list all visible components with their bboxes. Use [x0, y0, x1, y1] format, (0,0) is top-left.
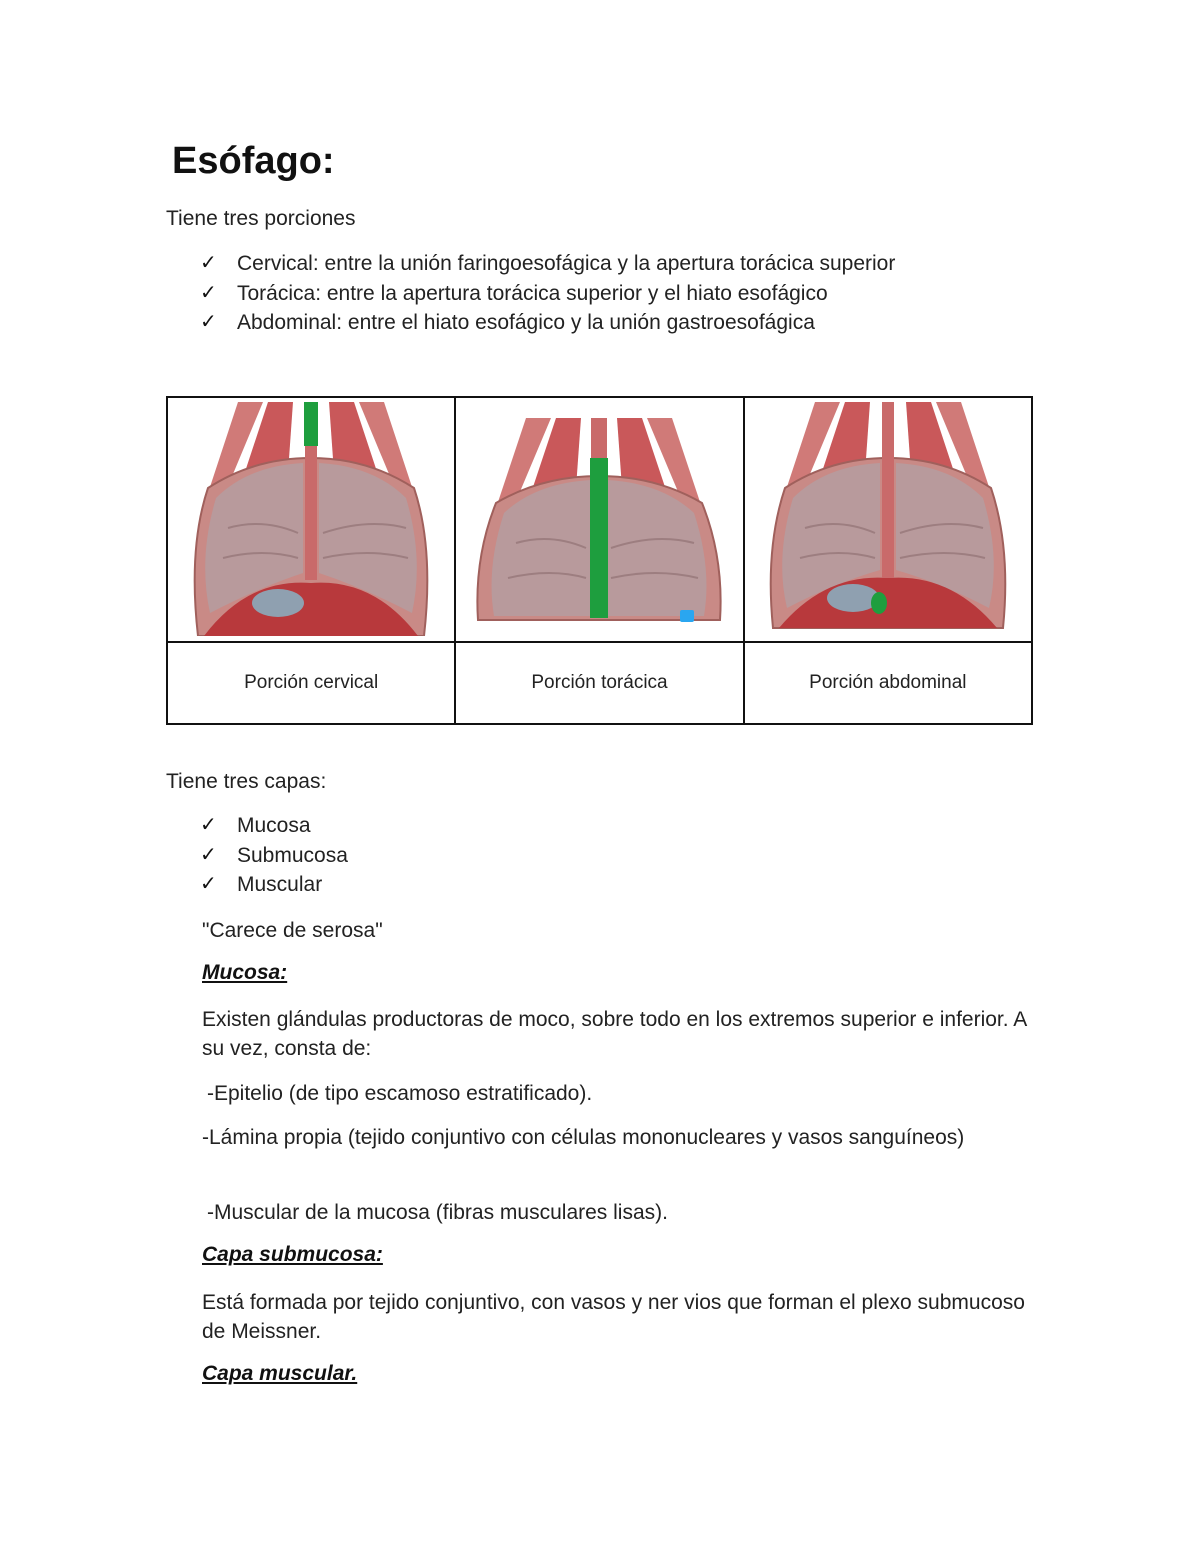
portions-list [200, 249, 895, 338]
list-item: ✓ Submucosa [200, 841, 348, 871]
figure-caption-cervical: Porción cervical [167, 642, 455, 724]
serosa-note: "Carece de serosa" [202, 919, 383, 942]
figure-cell-abdominal [744, 397, 1032, 642]
page-title: Esófago: [172, 140, 335, 182]
check-icon: ✓ [200, 252, 217, 274]
submucosa-text: Está formada por tejido conjuntivo, con vasos y ner vios que forman el plexo submucoso de Meissner. [202, 1291, 1025, 1343]
layers-intro: Tiene tres capas: [166, 770, 327, 793]
thorax-abdominal-illustration [745, 398, 1031, 636]
mucosa-item-muscular: -Muscular de la mucosa (fibras musculares lisas). [207, 1201, 668, 1224]
mucosa-heading: Mucosa: [202, 961, 288, 984]
portions-intro: Tiene tres porciones [166, 207, 356, 230]
figure-table [166, 396, 1033, 725]
list-item: ✓ Muscular [200, 870, 348, 900]
figure-caption-abdominal: Porción abdominal [744, 642, 1032, 724]
muscular-heading: Capa muscular. [202, 1362, 358, 1385]
list-item: ✓ Mucosa [200, 811, 348, 841]
thorax-thoracic-illustration [456, 398, 742, 636]
check-icon: ✓ [200, 281, 217, 304]
mucosa-text: Existen glándulas productoras de moco, sobre todo en los extremos superior e inferior. A su vez, consta de: [202, 1008, 1027, 1060]
figure-cell-thoracic [455, 397, 743, 642]
list-item: ✓ Torácica: entre la apertura torácica superior y el hiato esofágico [200, 279, 895, 309]
figure-cell-cervical [167, 397, 455, 642]
check-icon: ✓ [200, 843, 217, 866]
figure-caption-thoracic: Porción torácica [455, 642, 743, 724]
submucosa-heading: Capa submucosa: [202, 1243, 383, 1266]
list-item: ✓ Cervical: entre la unión faringoesofágica y la apertura torácica superior [200, 249, 895, 279]
thorax-cervical-illustration [168, 398, 454, 636]
check-icon: ✓ [200, 873, 217, 895]
check-icon: ✓ [200, 311, 217, 333]
check-icon: ✓ [200, 814, 217, 836]
layers-list [200, 811, 348, 900]
mucosa-item-epitelio: -Epitelio (de tipo escamoso estratificado). [207, 1082, 593, 1105]
list-item: ✓ Abdominal: entre el hiato esofágico y la unión gastroesofágica [200, 308, 895, 338]
mucosa-item-lamina-propia: -Lámina propia (tejido conjuntivo con células mononucleares y vasos sanguíneos) [202, 1126, 965, 1149]
